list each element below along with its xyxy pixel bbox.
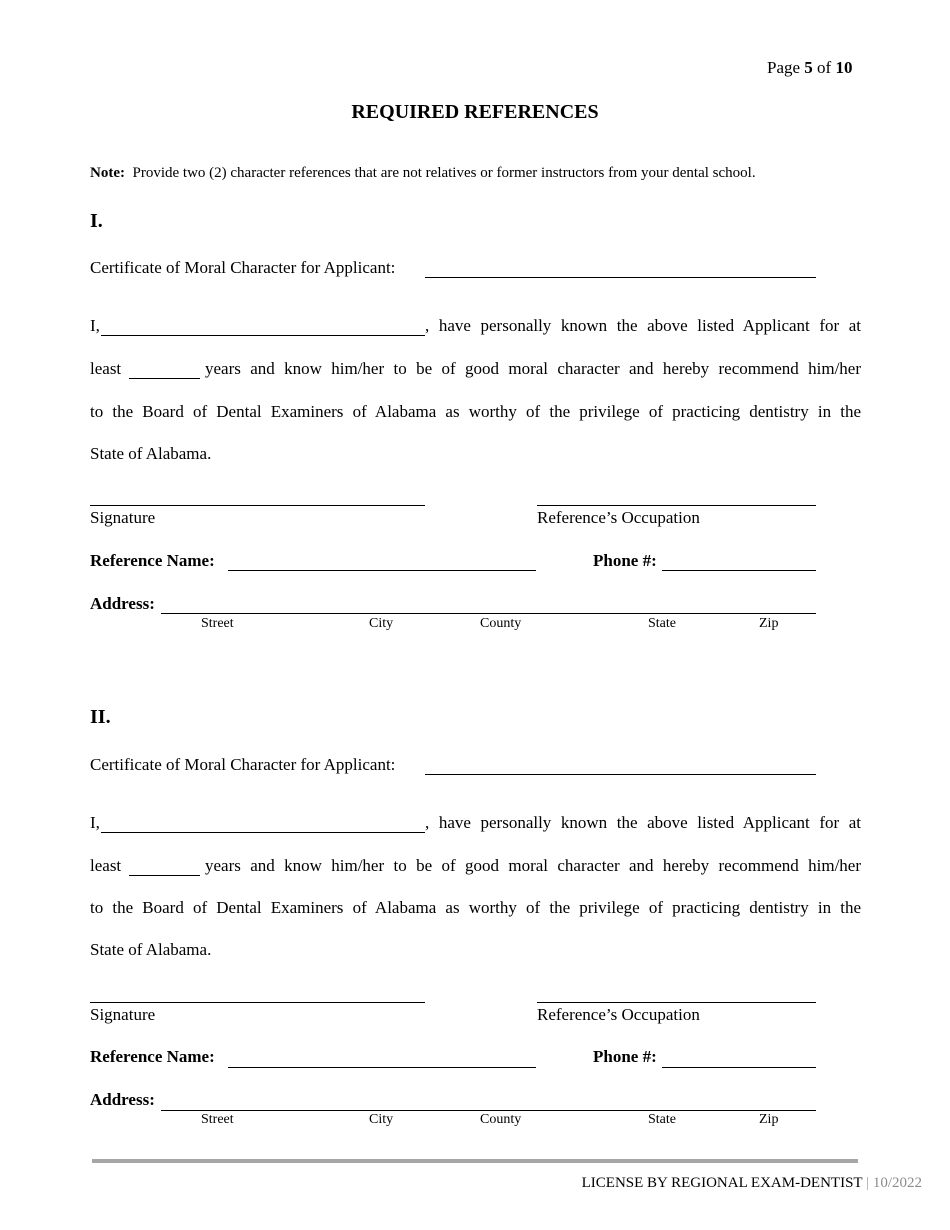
address-county-label: County — [480, 1112, 522, 1127]
least-text: least — [90, 856, 122, 875]
address-city-label: City — [369, 1112, 394, 1127]
phone-field[interactable] — [662, 550, 816, 571]
address-zip-label: Zip — [759, 616, 779, 631]
page-indicator — [767, 58, 852, 78]
phone-label: Phone #: — [593, 1047, 657, 1066]
signature-field[interactable] — [90, 485, 425, 506]
address-city-label: City — [369, 616, 394, 631]
address-county-label: County — [480, 616, 522, 631]
page-label: Page — [767, 58, 801, 77]
address-field[interactable] — [161, 593, 816, 614]
years-known-field[interactable] — [129, 358, 200, 379]
cert-label: Certificate of Moral Character for Applicant: — [90, 755, 396, 774]
section-numeral: II. — [90, 706, 111, 728]
phone-field[interactable] — [662, 1047, 816, 1068]
note-label: Note: — [90, 165, 125, 181]
reference-name-label: Reference Name: — [90, 551, 215, 570]
note-text: Provide two (2) character references that are not relatives or former instructors from your dental school. — [132, 165, 756, 181]
years-known-field[interactable] — [129, 855, 200, 876]
address-field[interactable] — [161, 1090, 816, 1111]
footer-separator: | — [866, 1175, 870, 1191]
address-state-label: State — [648, 1112, 676, 1127]
years-text: years and know him/her to be of good moral character and hereby recommend him/her — [205, 359, 861, 378]
occupation-label: Reference’s Occupation — [537, 508, 700, 527]
occupation-label: Reference’s Occupation — [537, 1005, 700, 1024]
signature-label: Signature — [90, 508, 156, 527]
i-prefix: I, — [90, 813, 100, 832]
board-text: to the Board of Dental Examiners of Alabama as worthy of the privilege of practicing dentistry in the — [90, 402, 861, 421]
address-street-label: Street — [201, 1112, 234, 1127]
footer-date: 10/2022 — [872, 1175, 922, 1191]
page-of-label: of — [817, 58, 832, 77]
signature-field[interactable] — [90, 982, 425, 1003]
address-label: Address: — [90, 1090, 155, 1109]
least-text: least — [90, 359, 122, 378]
occupation-field[interactable] — [537, 485, 816, 506]
state-text: State of Alabama. — [90, 444, 212, 463]
address-label: Address: — [90, 594, 155, 613]
state-text: State of Alabama. — [90, 940, 212, 959]
board-text: to the Board of Dental Examiners of Alabama as worthy of the privilege of practicing dentistry in the — [90, 898, 861, 917]
footer-divider — [92, 1159, 858, 1163]
address-state-label: State — [648, 616, 676, 631]
i-prefix: I, — [90, 316, 100, 335]
page-title: REQUIRED REFERENCES — [351, 101, 599, 123]
address-street-label: Street — [201, 616, 234, 631]
applicant-name-field[interactable] — [425, 754, 816, 775]
known-text: , have personally known the above listed Applicant for at — [425, 813, 861, 832]
reference-declarer-name-field[interactable] — [101, 315, 425, 336]
footer — [582, 1175, 922, 1192]
phone-label: Phone #: — [593, 551, 657, 570]
note — [90, 164, 756, 182]
reference-name-field[interactable] — [228, 550, 536, 571]
reference-declarer-name-field[interactable] — [101, 812, 425, 833]
reference-name-label: Reference Name: — [90, 1047, 215, 1066]
applicant-name-field[interactable] — [425, 257, 816, 278]
known-text: , have personally known the above listed Applicant for at — [425, 316, 861, 335]
reference-name-field[interactable] — [228, 1047, 536, 1068]
years-text: years and know him/her to be of good moral character and hereby recommend him/her — [205, 856, 861, 875]
total-pages: 10 — [835, 58, 853, 77]
signature-label: Signature — [90, 1005, 156, 1024]
section-numeral: I. — [90, 210, 103, 232]
address-zip-label: Zip — [759, 1112, 779, 1127]
page-number: 5 — [804, 58, 813, 77]
occupation-field[interactable] — [537, 982, 816, 1003]
cert-label: Certificate of Moral Character for Applicant: — [90, 258, 396, 277]
footer-form-name: LICENSE BY REGIONAL EXAM-DENTIST — [581, 1175, 863, 1191]
